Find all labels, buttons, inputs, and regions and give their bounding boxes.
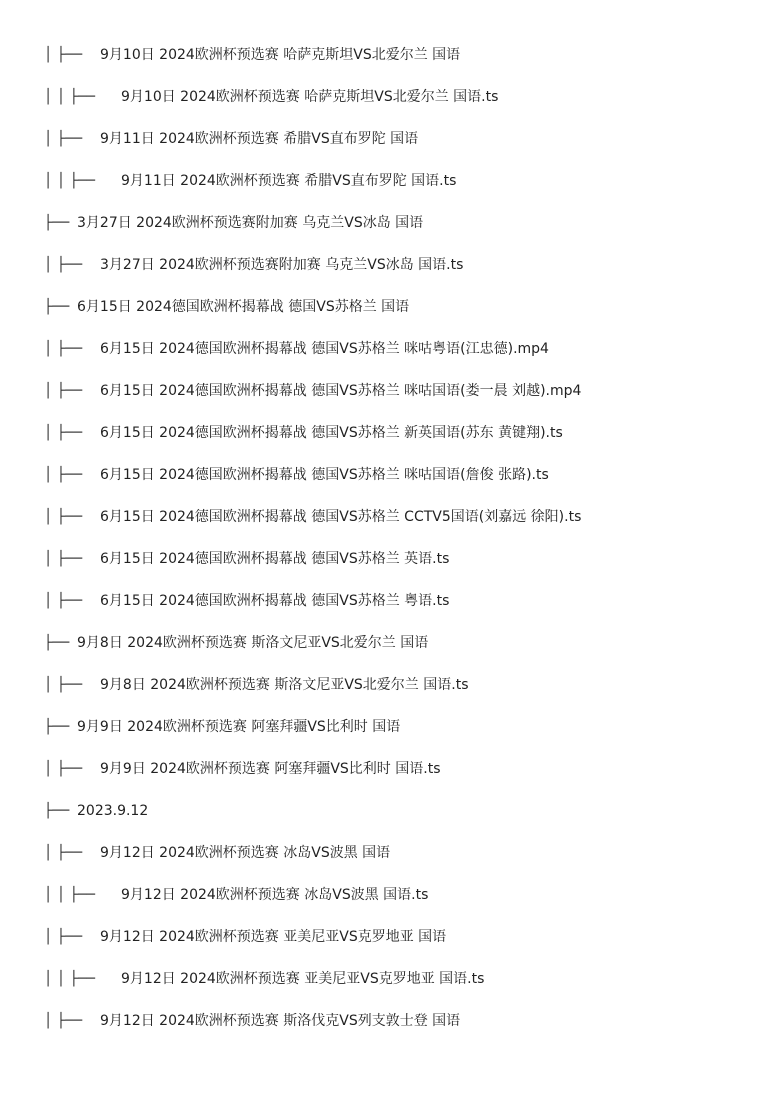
file-name: 6月15日 2024德国欧洲杯揭幕战 德国VS苏格兰 粤语.ts [100, 593, 450, 609]
folder-name: 9月12日 2024欧洲杯预选赛 斯洛伐克VS列支敦士登 国语 [100, 1013, 461, 1029]
folder-name: 9月9日 2024欧洲杯预选赛 阿塞拜疆VS比利时 国语 [77, 719, 401, 735]
tree-line-file [0, 244, 780, 286]
tree-branch-prefix: │ ├── [44, 131, 83, 147]
file-name: 9月10日 2024欧洲杯预选赛 哈萨克斯坦VS北爱尔兰 国语.ts [121, 89, 499, 105]
file-tree [0, 34, 780, 1042]
tree-branch-prefix: │ ├── [44, 1013, 83, 1029]
folder-name: 9月11日 2024欧洲杯预选赛 希腊VS直布罗陀 国语 [100, 131, 419, 147]
tree-branch-prefix: │ ├── [44, 47, 83, 63]
tree-branch-prefix: │ │ ├── [44, 89, 96, 105]
tree-line-file [0, 370, 780, 412]
folder-name: 9月10日 2024欧洲杯预选赛 哈萨克斯坦VS北爱尔兰 国语 [100, 47, 461, 63]
file-name: 6月15日 2024德国欧洲杯揭幕战 德国VS苏格兰 CCTV5国语(刘嘉远 徐阳).ts [100, 509, 582, 525]
tree-line-folder [0, 916, 780, 958]
file-name: 6月15日 2024德国欧洲杯揭幕战 德国VS苏格兰 咪咕国语(詹俊 张路).ts [100, 467, 549, 483]
tree-line-folder [0, 286, 780, 328]
file-name: 6月15日 2024德国欧洲杯揭幕战 德国VS苏格兰 英语.ts [100, 551, 450, 567]
file-name: 9月12日 2024欧洲杯预选赛 冰岛VS波黑 国语.ts [121, 887, 429, 903]
tree-line-folder [0, 34, 780, 76]
file-name: 9月11日 2024欧洲杯预选赛 希腊VS直布罗陀 国语.ts [121, 173, 457, 189]
tree-line-folder [0, 1000, 780, 1042]
tree-line-folder [0, 706, 780, 748]
tree-line-file [0, 580, 780, 622]
folder-name: 9月8日 2024欧洲杯预选赛 斯洛文尼亚VS北爱尔兰 国语 [77, 635, 429, 651]
tree-branch-prefix: ├── [44, 215, 70, 231]
tree-branch-prefix: ├── [44, 635, 70, 651]
tree-branch-prefix: ├── [44, 299, 70, 315]
tree-line-file [0, 328, 780, 370]
file-name: 3月27日 2024欧洲杯预选赛附加赛 乌克兰VS冰岛 国语.ts [100, 257, 464, 273]
tree-branch-prefix: │ │ ├── [44, 971, 96, 987]
tree-line-file [0, 874, 780, 916]
folder-name: 9月12日 2024欧洲杯预选赛 亚美尼亚VS克罗地亚 国语 [100, 929, 447, 945]
tree-line-folder [0, 118, 780, 160]
tree-branch-prefix: │ ├── [44, 341, 83, 357]
tree-branch-prefix: │ ├── [44, 425, 83, 441]
tree-branch-prefix: │ ├── [44, 677, 83, 693]
tree-branch-prefix: │ ├── [44, 509, 83, 525]
tree-line-file [0, 76, 780, 118]
tree-branch-prefix: │ ├── [44, 257, 83, 273]
tree-line-file [0, 160, 780, 202]
tree-line-file [0, 496, 780, 538]
tree-branch-prefix: ├── [44, 803, 70, 819]
tree-branch-prefix: │ ├── [44, 551, 83, 567]
tree-branch-prefix: │ ├── [44, 761, 83, 777]
folder-name: 6月15日 2024德国欧洲杯揭幕战 德国VS苏格兰 国语 [77, 299, 410, 315]
tree-line-folder [0, 202, 780, 244]
tree-branch-prefix: │ │ ├── [44, 173, 96, 189]
tree-line-folder [0, 622, 780, 664]
file-name: 9月8日 2024欧洲杯预选赛 斯洛文尼亚VS北爱尔兰 国语.ts [100, 677, 469, 693]
tree-branch-prefix: │ ├── [44, 383, 83, 399]
tree-branch-prefix: ├── [44, 719, 70, 735]
tree-branch-prefix: │ ├── [44, 929, 83, 945]
file-name: 6月15日 2024德国欧洲杯揭幕战 德国VS苏格兰 新英国语(苏东 黄键翔).ts [100, 425, 563, 441]
file-name: 6月15日 2024德国欧洲杯揭幕战 德国VS苏格兰 咪咕粤语(江忠德).mp4 [100, 341, 549, 357]
folder-name: 3月27日 2024欧洲杯预选赛附加赛 乌克兰VS冰岛 国语 [77, 215, 424, 231]
folder-name: 9月12日 2024欧洲杯预选赛 冰岛VS波黑 国语 [100, 845, 391, 861]
tree-branch-prefix: │ ├── [44, 845, 83, 861]
tree-line-file [0, 958, 780, 1000]
folder-name: 2023.9.12 [77, 803, 149, 819]
tree-branch-prefix: │ ├── [44, 593, 83, 609]
file-name: 9月12日 2024欧洲杯预选赛 亚美尼亚VS克罗地亚 国语.ts [121, 971, 485, 987]
tree-line-file [0, 412, 780, 454]
tree-line-folder [0, 832, 780, 874]
file-name: 6月15日 2024德国欧洲杯揭幕战 德国VS苏格兰 咪咕国语(娄一晨 刘越).mp4 [100, 383, 582, 399]
tree-line-folder [0, 790, 780, 832]
tree-line-file [0, 454, 780, 496]
file-name: 9月9日 2024欧洲杯预选赛 阿塞拜疆VS比利时 国语.ts [100, 761, 441, 777]
tree-line-file [0, 748, 780, 790]
tree-branch-prefix: │ ├── [44, 467, 83, 483]
tree-branch-prefix: │ │ ├── [44, 887, 96, 903]
tree-line-file [0, 538, 780, 580]
tree-line-file [0, 664, 780, 706]
